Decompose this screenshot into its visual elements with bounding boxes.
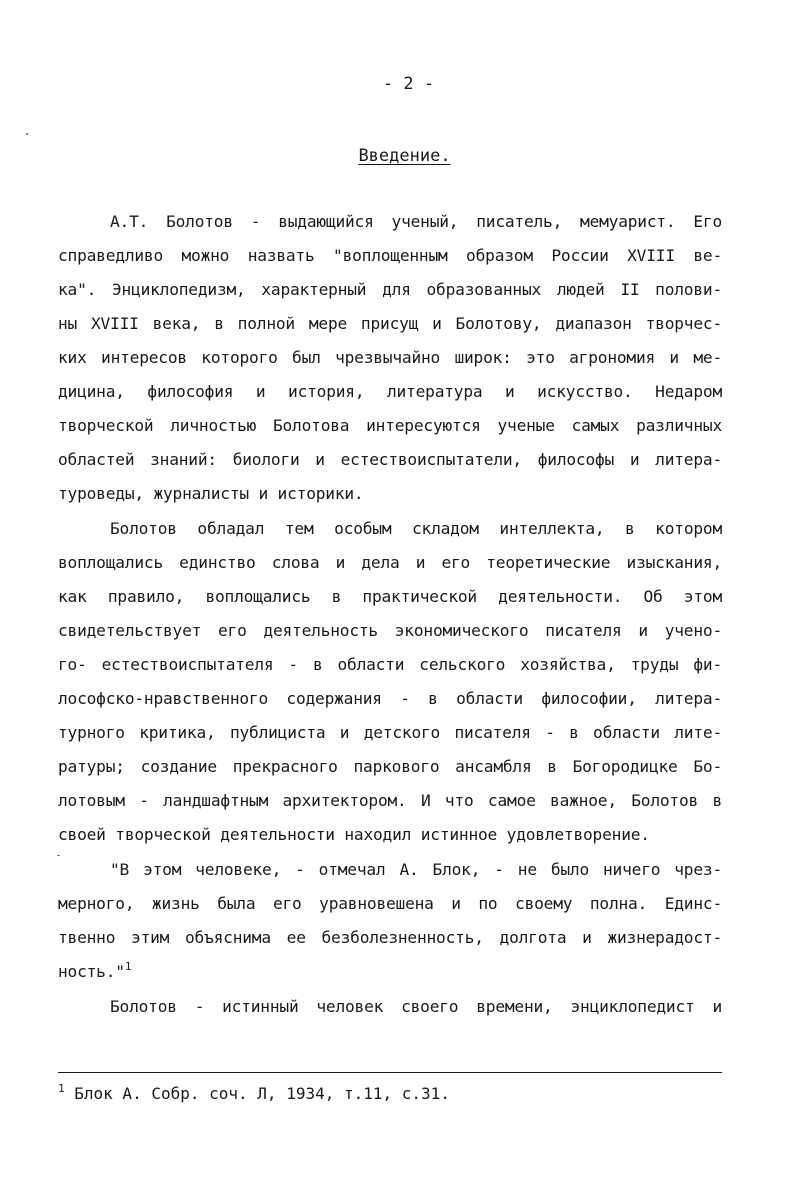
page-number: - 2 - bbox=[382, 74, 435, 94]
footnote-marker: 1 bbox=[58, 1082, 65, 1095]
text-line: воплощались единство слова и дела и его теоретические изыскания, bbox=[58, 553, 722, 572]
text-line: творческой личностью Болотова интересуются ученые самых различных bbox=[58, 416, 722, 435]
text-line: лотовым - ландшафтным архитектором. И что самое важное, Болотов в bbox=[58, 791, 722, 810]
text-line-content: ность." bbox=[58, 962, 125, 981]
text-line: ны XVIII века, в полной мере присущ и Болотову, диапазон творчес- bbox=[58, 314, 722, 333]
text-line: го- естествоиспытателя - в области сельского хозяйства, труды фи- bbox=[58, 655, 722, 674]
scan-speck bbox=[57, 855, 60, 856]
text-line: Болотов - истинный человек своего времени, энциклопедист и bbox=[110, 997, 722, 1016]
footnote-text: Блок А. Собр. соч. Л, 1934, т.11, с.31. bbox=[74, 1084, 450, 1103]
text-line: мерного, жизнь была его уравновешена и по своему полна. Единс- bbox=[58, 894, 722, 913]
text-line: областей знаний: биологи и естествоиспытатели, философы и литера- bbox=[58, 450, 722, 469]
text-line: Болотов обладал тем особым складом интеллекта, в котором bbox=[110, 519, 722, 538]
text-line: туроведы, журналисты и историки. bbox=[58, 484, 364, 503]
footnote-reference: 1 bbox=[124, 960, 132, 973]
text-line: ка". Энциклопедизм, характерный для образованных людей II полови- bbox=[58, 280, 722, 299]
scan-speck bbox=[26, 133, 28, 135]
text-line: А.Т. Болотов - выдающийся ученый, писатель, мемуарист. Его bbox=[110, 212, 722, 231]
text-line: твенно этим объяснима ее безболезненность, долгота и жизнерадост- bbox=[58, 928, 722, 947]
text-line: турного критика, публициста и детского писателя - в области лите- bbox=[58, 723, 722, 742]
footnote-divider bbox=[58, 1072, 722, 1073]
footnote bbox=[58, 1084, 450, 1103]
section-heading bbox=[0, 146, 799, 166]
section-heading-text: Введение. bbox=[358, 146, 451, 166]
text-line: "В этом человеке, - отмечал А. Блок, - не было ничего чрез- bbox=[110, 860, 722, 879]
text-line: лософско-нравственного содержания - в области философии, литера- bbox=[58, 689, 722, 708]
text-line: свидетельствует его деятельность экономического писателя и учено- bbox=[58, 621, 722, 640]
text-line: справедливо можно назвать "воплощенным образом России XVIII ве- bbox=[58, 246, 722, 265]
text-line: ратуры; создание прекрасного паркового ансамбля в Богородицке Бо- bbox=[58, 757, 722, 776]
text-line: ких интересов которого был чрезвычайно широк: это агрономия и ме- bbox=[58, 348, 722, 367]
text-line: дицина, философия и история, литература и искусство. Недаром bbox=[58, 382, 722, 401]
text-line bbox=[58, 962, 722, 982]
text-line: своей творческой деятельности находил истинное удовлетворение. bbox=[58, 825, 650, 844]
text-line: как правило, воплощались в практической деятельности. Об этом bbox=[58, 587, 722, 606]
